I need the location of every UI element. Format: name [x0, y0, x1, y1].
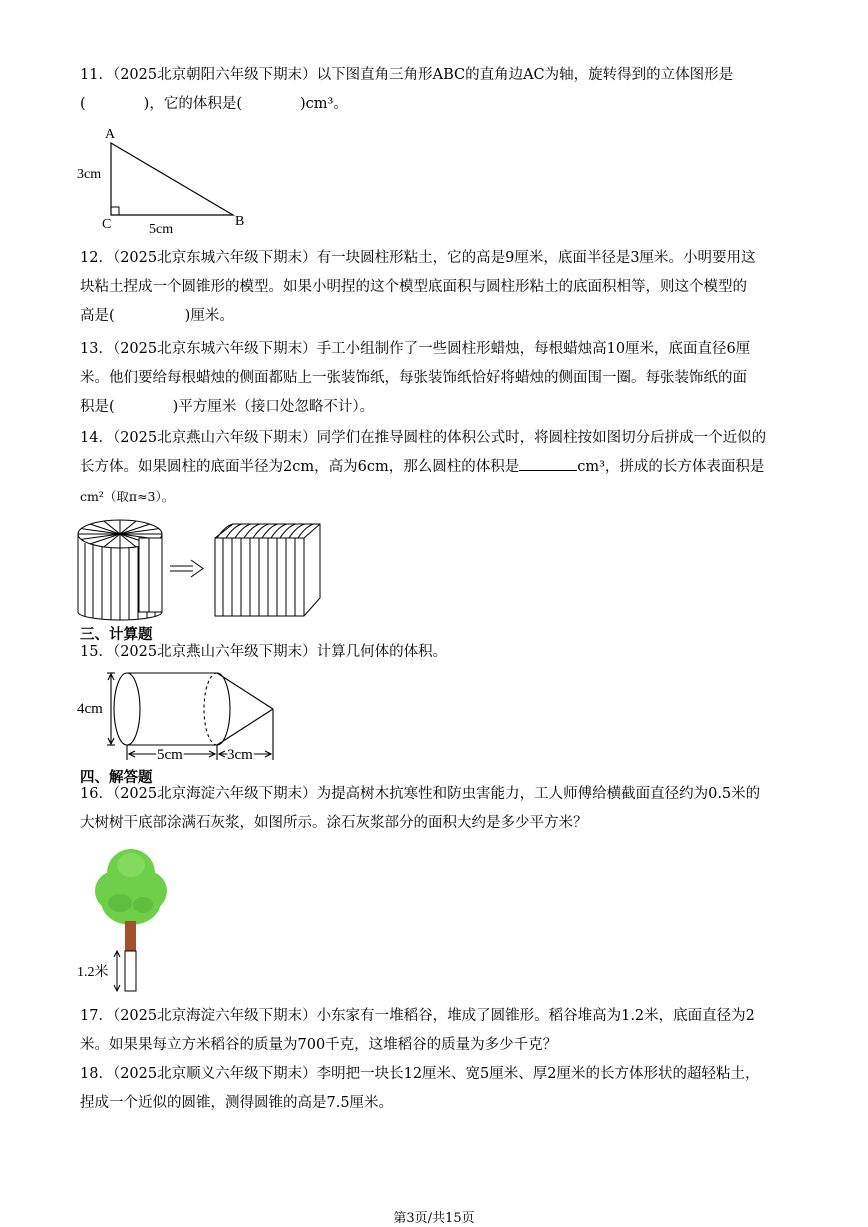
q17-line1: 17．（2025北京海淀六年级下期末）小东家有一堆稻谷，堆成了圆锥形。稻谷堆高为1.2米，底面直径为2: [80, 1008, 755, 1024]
cone-length-label: 3cm: [227, 747, 253, 763]
q11-line1: 11．（2025北京朝阳六年级下期末）以下图直角三角形ABC的直角边AC为轴，旋转得到的立体图形是: [80, 67, 734, 83]
painted-trunk-section: [125, 951, 136, 991]
tree-canopy-icon: [95, 849, 167, 925]
question-12: [80, 244, 790, 331]
q11-line2: ( )，它的体积是( )cm³。: [80, 96, 348, 112]
q14-line1: 14．（2025北京燕山六年级下期末）同学们在推导圆柱的体积公式时，将圆柱按如图切分后拼成一个近似的: [80, 430, 767, 446]
tree-trunk-icon: [125, 921, 136, 955]
q13-line3: 积是( )平方厘米（接口处忽略不计）。: [80, 399, 375, 415]
section-heading-3: 三、计算题: [80, 627, 153, 643]
question-15: [80, 638, 790, 667]
q14-line2: 长方体。如果圆柱的底面半径为2cm，高为6cm，那么圆柱的体积是 cm³，拼成的长方体表面积是: [80, 453, 790, 482]
question-16: [80, 780, 790, 838]
q12-line3: 高是( )厘米。: [80, 308, 234, 324]
height-label: 4cm: [77, 701, 103, 717]
question-17: [80, 1002, 790, 1060]
section-heading-4: 四、解答题: [80, 770, 153, 786]
page-number-footer: 第3页/共15页: [393, 1211, 475, 1226]
right-triangle-figure: [75, 125, 265, 237]
cylinder-cone-figure: [75, 668, 285, 768]
side-cb-label: 5cm: [149, 222, 174, 237]
q14-line3: cm²（取π≈3）。: [80, 489, 175, 504]
vertex-b-label: B: [235, 214, 245, 229]
q13-line1: 13．（2025北京东城六年级下期末）手工小组制作了一些圆柱形蜡烛，每根蜡烛高10厘米，底面直径6厘: [80, 341, 751, 357]
q18-line1: 18．（2025北京顺义六年级下期末）李明把一块长12厘米、宽5厘米、厚2厘米的长方体形状的超轻粘土，: [80, 1066, 760, 1082]
question-18: [80, 1060, 790, 1118]
approx-cuboid: [215, 524, 320, 616]
cylinder-length-label: 5cm: [157, 747, 183, 763]
question-14: [80, 424, 790, 511]
tree-figure: [75, 843, 185, 995]
side-ac-label: 3cm: [77, 167, 102, 182]
q15-line1: 15．（2025北京燕山六年级下期末）计算几何体的体积。: [80, 644, 448, 660]
question-13: [80, 335, 790, 422]
q16-line2: 大树树干底部涂满石灰浆，如图所示。涂石灰浆部分的面积大约是多少平方米？: [80, 815, 588, 831]
trunk-height-label: 1.2米: [77, 965, 109, 980]
q16-line1: 16．（2025北京海淀六年级下期末）为提高树木抗寒性和防虫害能力，工人师傅给横截面直径约为0.5米的: [80, 786, 761, 802]
transform-arrow-icon: [170, 560, 203, 577]
q18-line2: 捏成一个近似的圆锥，测得圆锥的高是7.5厘米。: [80, 1095, 394, 1111]
vertex-a-label: A: [105, 127, 116, 142]
q12-line2: 块粘土捏成一个圆锥形的模型。如果小明捏的这个模型底面积与圆柱形粘土的底面积相等，则这个模型的: [80, 279, 747, 295]
question-11: [80, 61, 790, 119]
q13-line2: 米。他们要给每根蜡烛的侧面都贴上一张装饰纸，每张装饰纸恰好将蜡烛的侧面围一圈。每张装饰纸的面: [80, 370, 747, 386]
cylinder-to-cuboid-figure: [75, 516, 325, 624]
q17-line2: 米。如果果每立方米稻谷的质量为700千克，这堆稻谷的质量为多少千克？: [80, 1037, 558, 1053]
vertex-c-label: C: [102, 217, 112, 232]
q12-line1: 12．（2025北京东城六年级下期末）有一块圆柱形粘土，它的高是9厘米，底面半径是3厘米。小明要用这: [80, 250, 756, 266]
sliced-cylinder: [78, 520, 162, 620]
